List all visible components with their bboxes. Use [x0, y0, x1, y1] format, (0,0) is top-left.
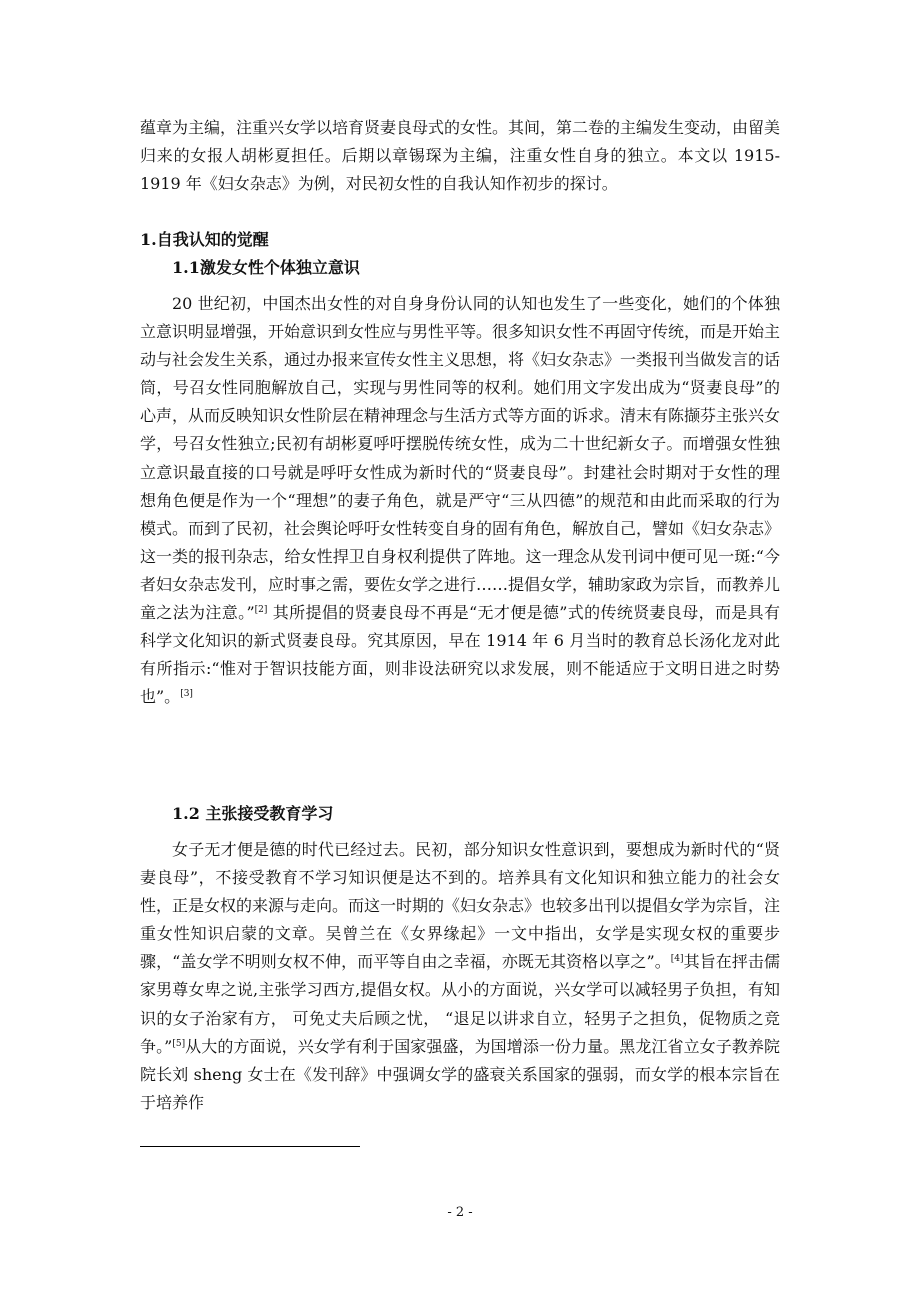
footnote-ref-5: [5] [172, 1038, 186, 1049]
section-1-2-paragraph [140, 836, 780, 1117]
section-1-1-paragraph [140, 290, 780, 711]
section-1-2-text-a: 女子无才便是德的时代已经过去。民初，部分知识女性意识到，要想成为新时代的“贤妻良母”，不接受教育不学习知识便是达不到的。培养具有文化知识和独立能力的社会女性，正是女权的来源与走向。而这一时期的《妇女杂志》也较多出刊以提倡女学为宗旨，注重女性知识启蒙的文章。吴曾兰在《女界缘起》一文中指出，女学是实现女权的重要步骤，“盖女学不明则女权不伸，而平等自由之幸福，亦既无其资格以享之”。 [140, 840, 781, 972]
section-1-2-text-c: 从大的方面说，兴女学有利于国家强盛，为国增添一份力量。黑龙江省立女子教养院院长刘 sheng 女士在《发刊辞》中强调女学的盛衰关系国家的强弱，而女学的根本宗旨在于培养作 [140, 1036, 780, 1112]
section-1-1-heading: 1.1激发女性个体独立意识 [172, 258, 360, 277]
section-1-heading: 1.自我认知的觉醒 [140, 230, 269, 249]
section-1-1-body [140, 290, 780, 711]
page-number: - 2 - [447, 1205, 473, 1220]
section-1-1-text-a: 20 世纪初，中国杰出女性的对自身身份认同的认知也发生了一些变化，她们的个体独立意识明显增强，开始意识到女性应与男性平等。很多知识女性不再固守传统，而是开始主动与社会发生关系，通过办报来宣传女性主义思想，将《妇女杂志》一类报刊当做发言的话筒，号召女性同胞解放自己，实现与男性同等的权利。她们用文字发出成为“贤妻良母”的心声，从而反映知识女性阶层在精神理念与生活方式等方面的诉求。清末有陈撷芬主张兴女学，号召女性独立;民初有胡彬夏呼吁摆脱传统女性，成为二十世纪新女子。而增强女性独立意识最直接的口号就是呼吁女性成为新时代的“贤妻良母”。封建社会时期对于女性的理想角色便是作为一个“理想”的妻子角色，就是严守“三从四德”的规范和由此而采取的行为模式。而到了民初，社会舆论呼吁女性转变自身的固有角色，解放自己，譬如《妇女杂志》这一类的报刊杂志，给女性捍卫自身权利提供了阵地。这一理念从发刊词中便可见一斑:“今者妇女杂志发刊，应时事之需，要佐女学之进行……提倡女学，辅助家政为宗旨，而教养儿童之法为注意。” [140, 294, 781, 623]
section-1-2-text-b: 其旨在抨击儒家男尊女卑之说,主张学习西方,提倡女权。从小的方面说，兴女学可以减轻男子负担，有知识的女子治家有方， 可免丈夫后顾之忧， “退足以讲求自立，轻男子之担负，促物质之竞争。” [140, 952, 780, 1056]
intro-paragraph: 蕴章为主编，注重兴女学以培育贤妻良母式的女性。其间，第二卷的主编发生变动，由留美归来的女报人胡彬夏担任。后期以章锡琛为主编，注重女性自身的独立。本文以 1915-1919 年《妇女杂志》为例，对民初女性的自我认知作初步的探讨。 [140, 118, 781, 194]
footnote-ref-3: [3] [180, 689, 193, 700]
footnote-ref-2: [2] [254, 605, 268, 616]
intro-paragraph-block [140, 114, 780, 198]
section-1-2-body [140, 836, 780, 1117]
footnote-ref-4: [4] [670, 954, 684, 965]
section-1-1-text-b: 其所提倡的贤妻良母不再是“无才便是德”式的传统贤妻良母，而是具有科学文化知识的新式贤妻良母。究其原因，早在 1914 年 6 月当时的教育总长汤化龙对此有所指示:“惟对于智识技能方面，则非设法研究以求发展，则不能适应于文明日进之时势也”。 [140, 603, 780, 707]
section-1-2-heading: 1.2 主张接受教育学习 [172, 804, 334, 823]
footnote-divider [140, 1146, 360, 1147]
